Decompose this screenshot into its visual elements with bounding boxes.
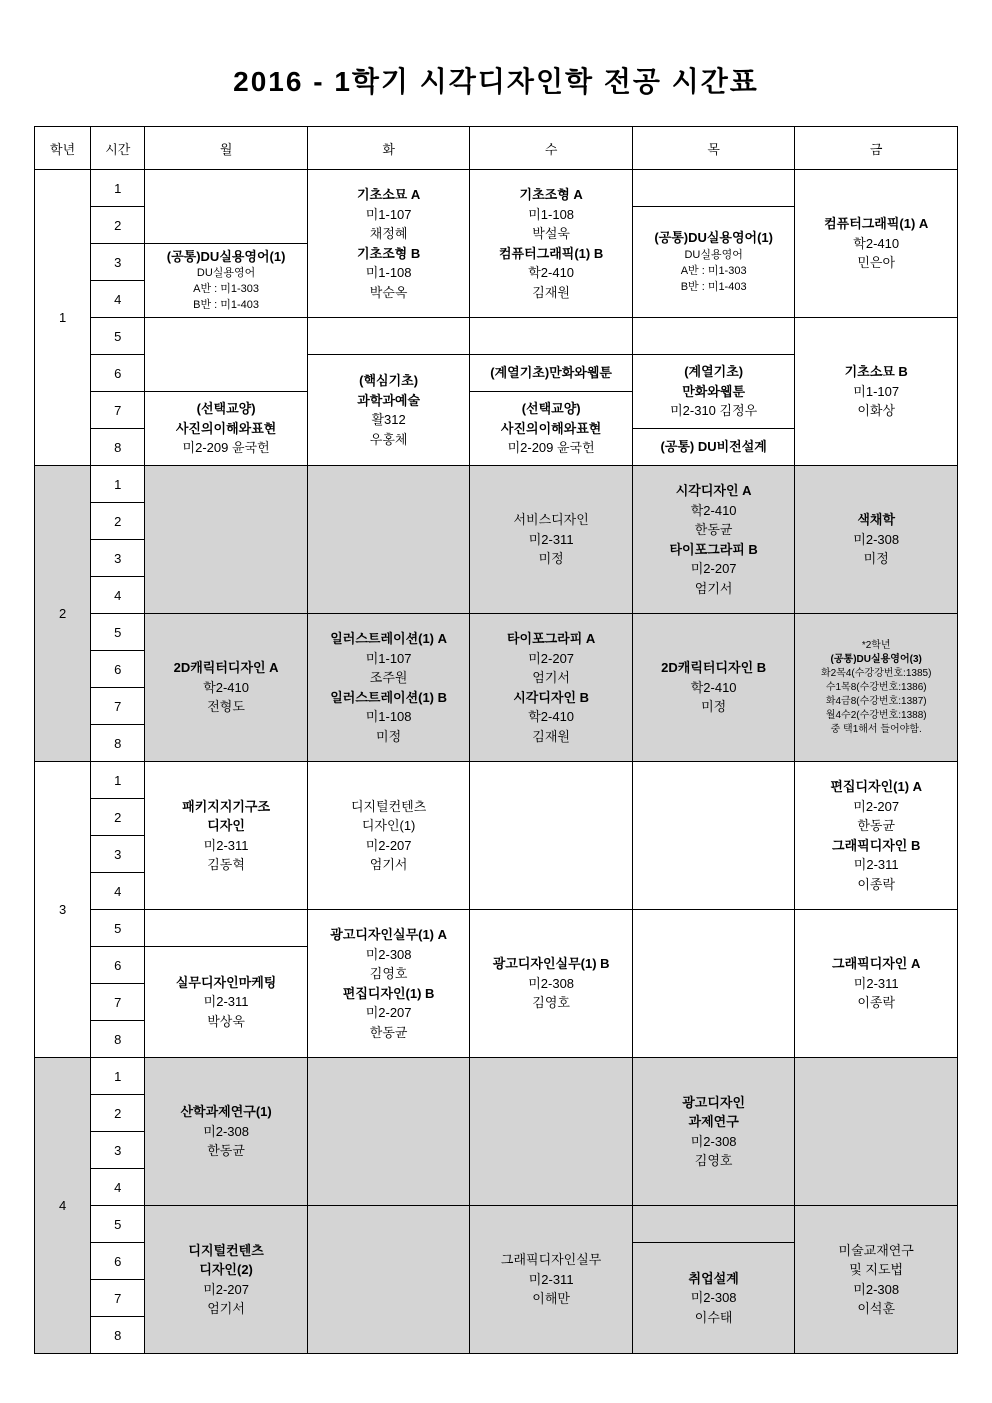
course-name: 디자인(1) <box>361 818 416 833</box>
note-line: 중 택1해서 들어야함. <box>830 723 922 735</box>
header-grade: 학년 <box>35 127 91 170</box>
course-room: 미2-209 윤국헌 <box>507 440 595 456</box>
cell-g3-thu-p1 <box>632 762 795 910</box>
course-name: (선택교양) <box>196 401 256 417</box>
course-professor: 이석훈 <box>857 1301 896 1316</box>
cell-g1-mon-p7 <box>145 392 308 466</box>
course-name: 디지털컨텐츠 <box>350 798 427 814</box>
cell-g3-tue-p5 <box>307 910 470 1058</box>
cell-g1-wed-p7 <box>470 392 633 466</box>
cell-g4-fri-p1 <box>795 1058 958 1206</box>
course-professor: 김영호 <box>369 966 408 981</box>
cell-g1-mon-p3 <box>145 244 308 318</box>
course-room: 미1-108 <box>528 206 575 222</box>
course-name: 시각디자인 B <box>513 689 590 705</box>
course-room: 미2-311 <box>853 857 899 872</box>
course-professor: 이화상 <box>857 403 896 419</box>
course-professor: 엄기서 <box>694 580 733 596</box>
grade-label-3: 3 <box>35 762 91 1058</box>
period-label: 7 <box>91 984 145 1021</box>
course-professor: 박순옥 <box>369 284 408 300</box>
course-name: 및 지도법 <box>849 1262 904 1277</box>
cell-g1-mon-p5 <box>145 318 308 392</box>
course-name: (공통)DU실용영어(1) <box>654 230 773 246</box>
cell-g1-wed-p5 <box>470 318 633 355</box>
note-line: 수1목8(수강번호:1386) <box>825 681 927 693</box>
course-professor: 엄기서 <box>532 670 570 685</box>
cell-g1-thu-p8 <box>632 429 795 466</box>
course-professor: 김동혁 <box>207 857 245 872</box>
course-name: 타이포그라피 B <box>669 541 758 557</box>
course-room: 미2-308 <box>853 531 900 547</box>
period-label: 2 <box>91 207 145 244</box>
course-name: 그래픽디자인 A <box>832 956 921 972</box>
note-line: 월4수2(수강번호:1388) <box>825 709 927 721</box>
course-professor: 김영호 <box>532 995 570 1011</box>
course-room: 미2-209 윤국헌 <box>182 440 270 456</box>
note-line: *2학년 <box>861 639 891 651</box>
course-name: 기초소묘 A <box>357 187 421 202</box>
course-name: 사진의이해와표현 <box>175 420 277 436</box>
header-day-mon: 월 <box>145 127 308 170</box>
cell-g4-tue-p1 <box>307 1058 470 1206</box>
course-room: 미2-207 <box>203 1281 249 1297</box>
table-row <box>35 910 958 947</box>
header-day-wed: 수 <box>470 127 633 170</box>
header-period: 시간 <box>91 127 145 170</box>
course-room: 학2-410 <box>690 679 737 695</box>
course-name: 타이포그라피 A <box>506 631 596 646</box>
table-row <box>35 762 958 799</box>
course-name: 컴퓨터그래픽(1) B <box>499 245 604 261</box>
course-name: 편집디자인(1) B <box>342 985 435 1001</box>
period-label: 8 <box>91 1317 145 1354</box>
course-room: 학2-410 <box>528 265 575 280</box>
course-name: (공통) DU비전설계 <box>660 439 767 455</box>
course-room: 미2-308 <box>690 1133 737 1149</box>
course-room: A반 : 미1-303 <box>680 264 747 277</box>
course-room: 학2-410 <box>528 709 575 724</box>
cell-g4-thu-p1 <box>632 1058 795 1206</box>
course-name: (공통)DU실용영어(3) <box>830 653 922 665</box>
cell-g3-mon-p1 <box>145 762 308 910</box>
note-line: 화4금8(수강번호:1387) <box>825 695 927 707</box>
cell-g4-tue-p5 <box>307 1206 470 1354</box>
cell-g4-thu-p6 <box>632 1243 795 1354</box>
period-label: 6 <box>91 947 145 984</box>
course-room: 미2-311 <box>528 531 574 547</box>
course-name: 과제연구 <box>688 1114 739 1129</box>
course-name: (계열기초) <box>684 364 744 380</box>
course-professor: 한동균 <box>207 1143 245 1159</box>
period-label: 7 <box>91 1280 145 1317</box>
course-room: 미2-310 김정우 <box>670 403 758 419</box>
period-label: 3 <box>91 836 145 873</box>
course-professor: 한동균 <box>369 1024 408 1040</box>
page-title: 2016 - 1학기 시각디자인학 전공 시간표 <box>233 66 759 97</box>
course-name: (계열기초)만화와웹툰 <box>490 365 612 381</box>
course-name: 기초조형 B <box>357 245 421 261</box>
cell-g3-fri-p1 <box>795 762 958 910</box>
cell-g2-thu-p5 <box>632 614 795 762</box>
table-row <box>35 318 958 355</box>
period-label: 2 <box>91 1095 145 1132</box>
course-name: 광고디자인 <box>682 1094 746 1110</box>
cell-g1-mon-p1 <box>145 170 308 244</box>
course-professor: 조주원 <box>369 670 408 685</box>
course-name: (선택교양) <box>521 401 581 417</box>
cell-g2-wed-p1 <box>470 466 633 614</box>
course-name: 디자인 <box>207 818 245 833</box>
course-room: 미2-308 <box>690 1290 737 1306</box>
period-label: 5 <box>91 1206 145 1243</box>
cell-g4-wed-p5 <box>470 1206 633 1354</box>
period-label: 3 <box>91 1132 145 1169</box>
course-sub: DU실용영어 <box>196 267 256 280</box>
course-room: 미2-311 <box>853 975 899 991</box>
course-name: 취업설계 <box>688 1270 739 1286</box>
period-label: 1 <box>91 762 145 799</box>
course-name: 패키지지기구조 <box>182 798 271 814</box>
cell-g4-mon-p5 <box>145 1206 308 1354</box>
period-label: 5 <box>91 614 145 651</box>
course-name: 기초조형 A <box>519 187 583 202</box>
header-day-fri: 금 <box>795 127 958 170</box>
course-professor: 미정 <box>538 551 564 567</box>
course-name: 일러스트레이션(1) A <box>330 631 448 646</box>
course-name: 시각디자인 A <box>675 483 752 498</box>
course-professor: 한동균 <box>694 522 733 537</box>
cell-g3-wed-p1 <box>470 762 633 910</box>
course-professor: 김영호 <box>694 1153 733 1168</box>
grade-label-4: 4 <box>35 1058 91 1354</box>
course-professor: 박설욱 <box>532 226 570 241</box>
course-room: 미2-207 <box>690 561 737 576</box>
cell-g1-fri-p5 <box>795 318 958 466</box>
course-name: 만화와웹툰 <box>682 383 746 399</box>
table-header-row <box>35 127 958 170</box>
course-room: 미2-207 <box>528 650 575 666</box>
course-name: 그래픽디자인실무 <box>500 1252 602 1268</box>
timetable <box>34 126 958 1354</box>
period-label: 1 <box>91 1058 145 1095</box>
course-room: 미2-308 <box>203 1123 249 1139</box>
period-label: 5 <box>91 318 145 355</box>
course-professor: 미정 <box>863 551 889 567</box>
period-label: 3 <box>91 244 145 281</box>
cell-g4-thu-p5 <box>632 1206 795 1243</box>
period-label: 8 <box>91 429 145 466</box>
course-name: 실무디자인마케팅 <box>175 974 277 990</box>
course-room: B반 : 미1-403 <box>193 299 260 312</box>
header-day-tue: 화 <box>307 127 470 170</box>
cell-g2-fri-p1 <box>795 466 958 614</box>
course-name: 그래픽디자인 B <box>832 837 921 853</box>
course-name: 광고디자인실무(1) B <box>492 956 610 972</box>
table-row <box>35 1206 958 1243</box>
course-name: 서비스디자인 <box>513 512 589 528</box>
course-room: 미2-311 <box>203 994 249 1010</box>
period-label: 7 <box>91 392 145 429</box>
cell-g3-fri-p5 <box>795 910 958 1058</box>
course-professor: 김재원 <box>532 284 570 300</box>
course-room: 미2-308 <box>528 975 575 991</box>
course-room: 미2-207 <box>365 1005 412 1020</box>
cell-g1-wed-p1 <box>470 170 633 318</box>
cell-g1-thu-p6 <box>632 355 795 429</box>
cell-g2-wed-p5 <box>470 614 633 762</box>
course-room: 학2-410 <box>690 502 737 518</box>
course-professor: 이종락 <box>857 876 896 892</box>
period-label: 3 <box>91 540 145 577</box>
course-professor: 이해만 <box>532 1291 570 1307</box>
period-label: 6 <box>91 1243 145 1280</box>
course-room: 미2-308 <box>853 1281 900 1297</box>
cell-g4-mon-p1 <box>145 1058 308 1206</box>
cell-g3-mon-p5 <box>145 910 308 947</box>
period-label: 6 <box>91 355 145 392</box>
cell-g1-thu-p5 <box>632 318 795 355</box>
period-label: 7 <box>91 688 145 725</box>
course-room: 미2-207 <box>853 798 900 814</box>
course-room: 활312 <box>371 412 406 427</box>
course-name: 디지털컨텐츠 <box>188 1242 264 1258</box>
course-professor: 미정 <box>376 728 402 744</box>
period-label: 1 <box>91 466 145 503</box>
course-name: 과학과예술 <box>357 392 421 408</box>
course-professor: 채정혜 <box>369 226 408 241</box>
course-professor: 우홍체 <box>369 431 408 447</box>
cell-g2-thu-p1 <box>632 466 795 614</box>
course-professor: 민은아 <box>857 255 896 271</box>
course-name: 디자인(2) <box>199 1262 253 1277</box>
course-room: B반 : 미1-403 <box>680 280 747 293</box>
course-room: 미1-108 <box>365 709 412 724</box>
cell-g3-wed-p5 <box>470 910 633 1058</box>
course-professor: 한동균 <box>857 818 896 833</box>
header-day-thu: 목 <box>632 127 795 170</box>
course-name: 2D캐릭터디자인 B <box>661 660 767 676</box>
cell-g3-tue-p1 <box>307 762 470 910</box>
course-room: 미1-107 <box>853 383 900 399</box>
course-professor: 미정 <box>701 699 727 715</box>
table-row <box>35 170 958 207</box>
course-professor: 이수태 <box>694 1309 733 1325</box>
note-line: 화2목4(수강강번호:1385) <box>820 667 932 679</box>
course-room: 미2-311 <box>528 1271 574 1287</box>
table-row <box>35 614 958 651</box>
course-name: 산학과제연구(1) <box>180 1104 272 1120</box>
course-room: 미2-207 <box>365 837 412 853</box>
course-room: 미2-308 <box>365 946 412 962</box>
course-room: A반 : 미1-303 <box>193 283 260 296</box>
course-room: 학2-410 <box>203 679 249 695</box>
cell-g4-fri-p5 <box>795 1206 958 1354</box>
cell-g2-tue-p5 <box>307 614 470 762</box>
course-professor: 김재원 <box>532 728 570 744</box>
cell-g4-wed-p1 <box>470 1058 633 1206</box>
table-row <box>35 466 958 503</box>
cell-g2-mon-p5 <box>145 614 308 762</box>
course-room: 미1-108 <box>365 265 412 280</box>
course-name: 일러스트레이션(1) B <box>330 689 448 705</box>
course-professor: 엄기서 <box>369 857 408 872</box>
course-room: 미1-107 <box>365 206 412 222</box>
period-label: 4 <box>91 577 145 614</box>
cell-g2-mon-p1 <box>145 466 308 614</box>
course-name: 기초소묘 B <box>844 364 908 380</box>
course-name: (공통)DU실용영어(1) <box>166 248 286 264</box>
grade-label-2: 2 <box>35 466 91 762</box>
period-label: 8 <box>91 725 145 762</box>
course-professor: 엄기서 <box>207 1301 245 1316</box>
course-professor: 전형도 <box>207 699 245 715</box>
cell-g1-wed-p6 <box>470 355 633 392</box>
period-label: 6 <box>91 651 145 688</box>
course-name: 2D캐릭터디자인 A <box>173 660 279 676</box>
cell-g3-thu-p5 <box>632 910 795 1058</box>
course-name: 편집디자인(1) A <box>830 779 923 794</box>
course-sub: DU실용영어 <box>684 248 743 261</box>
grade-label-1: 1 <box>35 170 91 466</box>
period-label: 1 <box>91 170 145 207</box>
period-label: 5 <box>91 910 145 947</box>
cell-g3-mon-p6 <box>145 947 308 1058</box>
course-name: 컴퓨터그래픽(1) A <box>824 216 929 232</box>
course-name: (핵심기초) <box>359 373 419 388</box>
period-label: 4 <box>91 873 145 910</box>
period-label: 4 <box>91 1169 145 1206</box>
cell-g1-thu-p2 <box>632 207 795 318</box>
period-label: 8 <box>91 1021 145 1058</box>
period-label: 2 <box>91 799 145 836</box>
course-room: 학2-410 <box>853 235 900 251</box>
course-professor: 박상욱 <box>207 1013 245 1029</box>
course-room: 미1-107 <box>365 650 412 666</box>
course-room: 미2-311 <box>203 837 249 853</box>
course-name: 광고디자인실무(1) A <box>330 927 448 942</box>
course-professor: 이종락 <box>857 995 896 1011</box>
cell-g1-tue-p6 <box>307 355 470 466</box>
cell-g1-tue-p1 <box>307 170 470 318</box>
cell-g1-fri-p1 <box>795 170 958 318</box>
course-name: 사진의이해와표현 <box>500 420 602 436</box>
period-label: 2 <box>91 503 145 540</box>
cell-g2-fri-p5 <box>795 614 958 762</box>
cell-g1-thu-p1 <box>632 170 795 207</box>
table-row <box>35 1058 958 1095</box>
period-label: 4 <box>91 281 145 318</box>
course-name: 미술교재연구 <box>838 1242 914 1258</box>
cell-g2-tue-p1 <box>307 466 470 614</box>
cell-g1-tue-p5 <box>307 318 470 355</box>
course-name: 색채학 <box>857 512 896 528</box>
